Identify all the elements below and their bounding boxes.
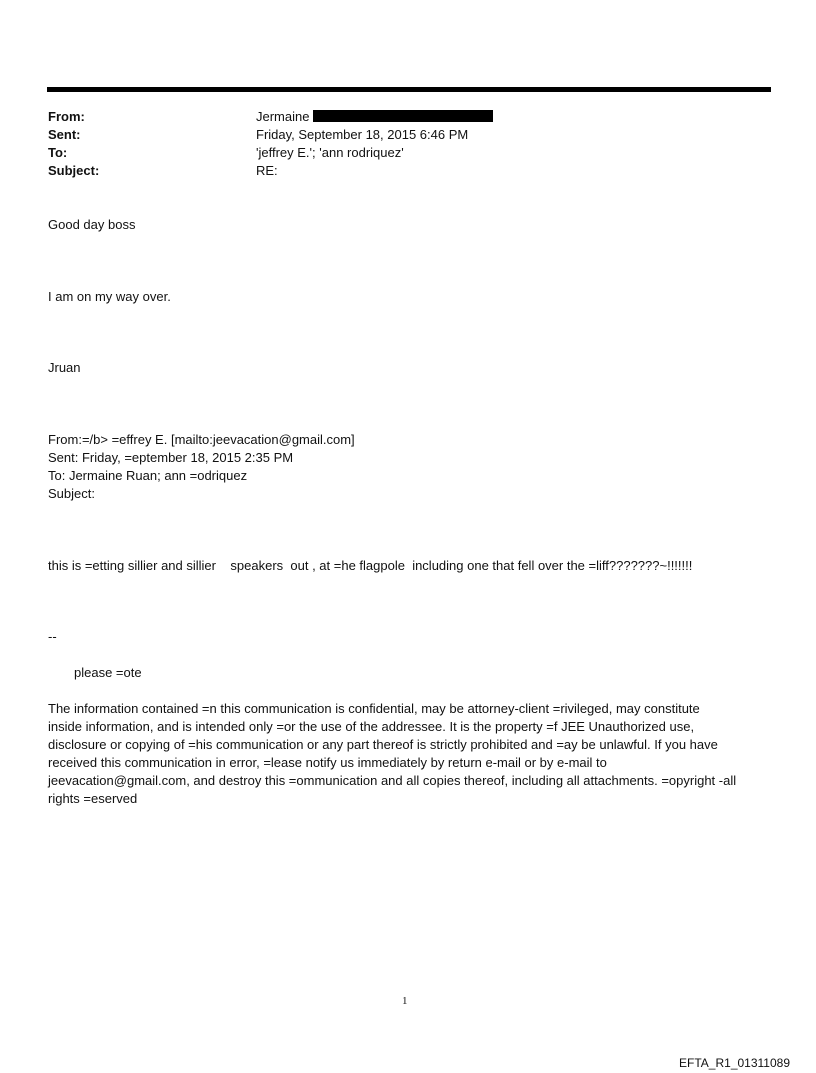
document-id: EFTA_R1_01311089 (679, 1056, 790, 1070)
from-value (256, 108, 493, 126)
disclaimer-line: inside information, and is intended only =or the use of the addressee. It is the property =f JEE Unauthorized use, (48, 719, 695, 734)
please-note: please =ote (74, 665, 142, 680)
quoted-sent-line: Sent: Friday, =eptember 18, 2015 2:35 PM (48, 450, 294, 465)
body-signature: Jruan (48, 360, 81, 375)
disclaimer-line: received this communication in error, =lease notify us immediately by return e-mail or by e-mail to (48, 755, 607, 770)
disclaimer-line: jeevacation@gmail.com, and destroy this =ommunication and all copies thereof, including all attachments. =opyright -all (48, 773, 737, 788)
disclaimer-line: The information contained =n this communication is confidential, may be attorney-client =rivileged, may constitute (48, 701, 700, 716)
quoted-to-line: To: Jermaine Ruan; ann =odriquez (48, 468, 248, 483)
from-label: From: (48, 109, 85, 124)
to-label: To: (48, 145, 68, 160)
signature-separator: -- (48, 629, 57, 644)
disclaimer-paragraph (48, 700, 772, 808)
subject-label: Subject: (48, 163, 100, 178)
body-line: I am on my way over. (48, 289, 171, 304)
subject-value: RE: (256, 163, 278, 178)
sent-label: Sent: (48, 127, 81, 142)
sent-value: Friday, September 18, 2015 6:46 PM (256, 127, 469, 142)
redaction-block (313, 110, 493, 122)
disclaimer-line: rights =eserved (48, 791, 138, 806)
page-number: 1 (402, 995, 408, 1007)
header-rule (47, 87, 771, 92)
quoted-from-line: From:=/b> =effrey E. [mailto:jeevacation@gmail.com] (48, 432, 355, 447)
body-greeting: Good day boss (48, 217, 136, 232)
disclaimer-line: disclosure or copying of =his communication or any part thereof is strictly prohibited and =ay be unlawful. If you have (48, 737, 718, 752)
quoted-message: this is =etting sillier and sillier speakers out , at =he flagpole including one that fell over the =liff???????~!!!!!!! (48, 558, 693, 573)
to-value: 'jeffrey E.'; 'ann rodriquez' (256, 145, 404, 160)
from-name: Jermaine (256, 109, 310, 124)
quoted-subject-line: Subject: (48, 486, 95, 501)
